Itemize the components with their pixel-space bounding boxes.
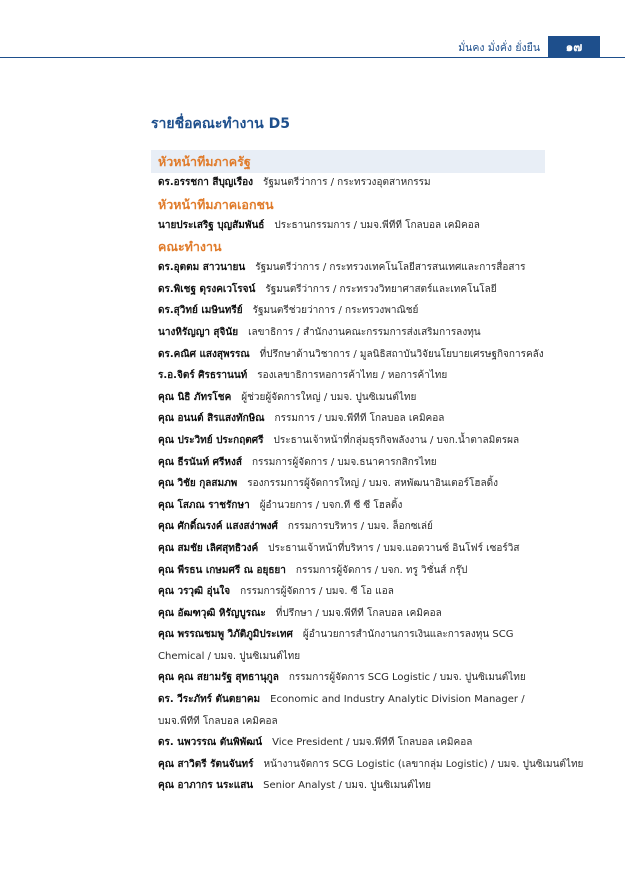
member-position: กรรมการบริหาร / บมจ. ล็อกซเล่ย์ (287, 521, 433, 533)
member-name: ดร.พิเชฐ ดุรงคเวโรจน์ (158, 283, 256, 295)
member-name: คุณ สมชัย เลิศสุทธิวงค์ (158, 542, 259, 554)
member-row (158, 430, 558, 452)
member-position: รัฐมนตรีว่าการ / กระทรวงอุตสาหกรรม (263, 177, 431, 188)
member-position: เลขาธิการ / สำนักงานคณะกรรมการส่งเสริมการลงทุน (248, 326, 481, 338)
member-row (158, 215, 558, 237)
member-name: คุณ อัฒฑวุฒิ หิรัญบูรณะ (158, 607, 266, 619)
member-row (158, 452, 558, 474)
member-name: ดร. วีระภัทร์ ตันตยาคม (158, 694, 261, 706)
member-name: นายประเสริฐ บุญสัมพันธ์ (158, 219, 265, 231)
member-row (158, 775, 558, 797)
member-position: Economic and Industry Analytic Division Manager / บมจ.พีทีที โกลบอล เคมิคอล (158, 694, 525, 727)
member-position: กรรมการผู้จัดการ / บจก. ทรู วิชั่นส์ กรุ๊ป (295, 564, 468, 576)
member-name: คุณ ศักดิ์ณรงค์ แสงสง่าพงศ์ (158, 521, 278, 533)
member-name: คุณ พรรณชมพู วิภัติภูมิประเทศ (158, 629, 293, 641)
member-row (158, 667, 558, 689)
section-heading: คณะทำงาน (158, 239, 222, 255)
member-position: ประธานเจ้าหน้าที่กลุ่มธุรกิจพลังงาน / บจก.น้ำตาลมิตรผล (273, 434, 520, 446)
member-row (158, 495, 558, 517)
member-row (158, 408, 558, 430)
member-name: นางหิรัญญา สุจินัย (158, 326, 239, 338)
member-position: ผู้อำนวยการ / บจก.ที ซี ซี โฮลดิ้ง (259, 499, 403, 511)
section-heading: หัวหน้าทีมภาคเอกชน (158, 196, 274, 212)
member-name: คุณ พีรธน เกษมศรี ณ อยุธยา (158, 564, 286, 576)
member-position: ประธานกรรมการ / บมจ.พีทีที โกลบอล เคมิคอล (274, 219, 480, 231)
member-position: กรรมการผู้จัดการ / บมจ. ซี โอ แอล (240, 586, 394, 598)
header-rule (0, 57, 625, 58)
member-row (158, 279, 558, 301)
member-name: ดร.อุตตม สาวนายน (158, 262, 246, 274)
member-row (158, 732, 558, 754)
member-name: คุณ คุณ สยามรัฐ สุทธานุกูล (158, 672, 279, 684)
member-position: กรรมการผู้จัดการ SCG Logistic / บมจ. ปูนซิเมนต์ไทย (288, 672, 526, 684)
member-row (158, 603, 558, 625)
member-name: คุณ ธีรนันท์ ศรีหงส์ (158, 456, 242, 468)
member-name: คุณ นิธิ ภัทรโชค (158, 391, 232, 403)
member-row (158, 300, 558, 322)
member-name: ดร.สุวิทย์ เมษินทรีย์ (158, 305, 243, 317)
member-row (158, 172, 558, 194)
member-row (158, 257, 558, 279)
member-name: ดร.อรรชกา สีบุญเรือง (158, 177, 253, 188)
member-position: รัฐมนตรีช่วยว่าการ / กระทรวงพาณิชย์ (252, 305, 419, 317)
page-title: รายชื่อคณะทำงาน D5 (151, 116, 290, 132)
member-position: กรรมการผู้จัดการ / บมจ.ธนาคารกสิกรไทย (251, 456, 437, 468)
member-position: ที่ปรึกษาด้านวิชาการ / มูลนิธิสถาบันวิจัยนโยบายเศรษฐกิจการคลัง (259, 348, 544, 360)
member-name: ดร. นพวรรณ ตันพิพัฒน์ (158, 737, 263, 749)
member-position: รองเลขาธิการหอการค้าไทย / หอการค้าไทย (257, 370, 448, 382)
member-name: คุณ โสภณ ราชรักษา (158, 499, 250, 511)
member-position: ผู้ช่วยผู้จัดการใหญ่ / บมจ. ปูนซิเมนต์ไทย (241, 391, 417, 403)
member-name: ร.อ.จิตร์ ศิรธรานนท์ (158, 370, 248, 382)
member-position: รัฐมนตรีว่าการ / กระทรวงเทคโนโลยีสารสนเทศและการสื่อสาร (255, 262, 526, 274)
member-position: ผู้อำนวยการสำนักงานการเงินและการลงทุน SCG Chemical / บมจ. ปูนซิเมนต์ไทย (158, 629, 514, 662)
member-name: คุณ ประวิทย์ ประกฤตศรี (158, 434, 264, 446)
member-name: คุณ วิชัย กุลสมภพ (158, 478, 238, 490)
member-row (158, 538, 558, 560)
member-row (158, 344, 558, 366)
member-position: กรรมการ / บมจ.พีทีที โกลบอล เคมิคอล (274, 413, 445, 425)
member-row (158, 473, 558, 495)
member-position: ประธานเจ้าหน้าที่บริหาร / บมจ.แอดวานซ์ อินโฟร์ เซอร์วิส (268, 542, 520, 554)
member-name: คุณ วรวุฒิ อุ่นใจ (158, 586, 231, 598)
member-row (158, 387, 558, 409)
member-position: Senior Analyst / บมจ. ปูนซิเมนต์ไทย (263, 780, 431, 792)
header-tagline: มั่นคง มั่งคั่ง ยั่งยืน (458, 42, 540, 54)
member-row (158, 365, 558, 387)
member-row (158, 754, 584, 776)
member-name: ดร.คณิศ แสงสุพรรณ (158, 348, 250, 360)
page-number: ๑๗ (548, 36, 600, 58)
member-position: รองกรรมการผู้จัดการใหญ่ / บมจ. สหพัฒนาอินเตอร์โฮลดิ้ง (247, 478, 498, 490)
member-position: ที่ปรึกษา / บมจ.พีทีที โกลบอล เคมิคอล (275, 607, 442, 619)
member-row (158, 581, 558, 603)
member-row (158, 560, 558, 582)
member-position: หน้างานจัดการ SCG Logistic (เลขากลุ่ม Logistic) / บมจ. ปูนซิเมนต์ไทย (263, 758, 584, 770)
member-name: คุณ สาวิตรี รัตนจันทร์ (158, 758, 254, 770)
member-name: คุณ อาภากร นระแสน (158, 780, 254, 792)
section-heading: หัวหน้าทีมภาครัฐ (158, 154, 251, 169)
member-name: คุณ อนนต์ สิรแสงทักษิณ (158, 413, 265, 425)
member-row (158, 322, 558, 344)
page-header (0, 36, 625, 58)
member-position: Vice President / บมจ.พีทีที โกลบอล เคมิคอล (272, 737, 473, 749)
member-row (158, 516, 558, 538)
member-position: รัฐมนตรีว่าการ / กระทรวงวิทยาศาสตร์และเทคโนโลยี (265, 283, 497, 295)
member-row (158, 689, 553, 732)
member-list (158, 151, 584, 797)
member-row (158, 624, 553, 667)
